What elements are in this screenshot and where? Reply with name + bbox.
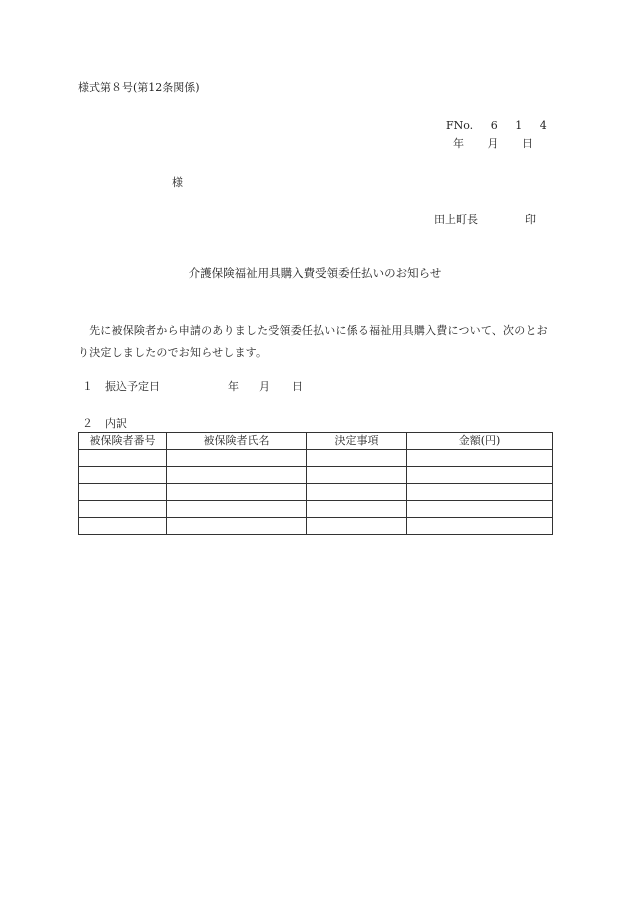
seal-mark: 印 <box>525 213 536 226</box>
table-row <box>79 518 553 535</box>
document-title: 介護保険福祉用具購入費受領委任払いのお知らせ <box>188 266 442 280</box>
column-header-insured-name: 被保険者氏名 <box>167 433 307 450</box>
item-number: １ <box>82 380 93 393</box>
table-row <box>79 484 553 501</box>
table-cell <box>307 467 407 484</box>
issuer <box>434 214 536 225</box>
table-cell <box>307 518 407 535</box>
table-cell <box>167 450 307 467</box>
table-cell <box>79 484 167 501</box>
table-cell <box>167 467 307 484</box>
column-header-decision: 決定事項 <box>307 433 407 450</box>
table-cell <box>407 450 553 467</box>
table-row <box>79 467 553 484</box>
reference-number <box>446 120 547 131</box>
item-label: 振込予定日 <box>105 380 160 393</box>
reference-prefix: FNo. <box>446 119 474 132</box>
date-day-label: 日 <box>292 380 303 393</box>
table-cell <box>407 467 553 484</box>
table-cell <box>307 450 407 467</box>
reference-digit: 1 <box>515 119 523 132</box>
table-cell <box>307 501 407 518</box>
date-month-label: 月 <box>259 380 270 393</box>
form-number: 様式第８号(第12条関係) <box>78 81 200 94</box>
table-cell <box>79 467 167 484</box>
table-cell <box>79 518 167 535</box>
body-text: 先に被保険者から申請のありました受領委任払いに係る福祉用具購入費について、次のとおり決定しましたのでお知らせします。 <box>78 324 548 359</box>
table-cell <box>167 484 307 501</box>
transfer-date-item <box>82 381 303 392</box>
date-day-label: 日 <box>522 137 533 150</box>
reference-digit: 4 <box>539 119 547 132</box>
table-cell <box>167 501 307 518</box>
table-cell <box>407 501 553 518</box>
table-header-row <box>79 433 553 450</box>
date-year-label: 年 <box>453 137 464 150</box>
date-month-label: 月 <box>487 137 499 150</box>
item-label: 内訳 <box>105 417 127 430</box>
table-cell <box>407 518 553 535</box>
issue-date <box>453 138 533 149</box>
item-number: ２ <box>82 417 93 430</box>
breakdown-item <box>82 418 127 429</box>
body-paragraph <box>78 320 556 364</box>
table-row <box>79 501 553 518</box>
breakdown-table <box>78 432 553 535</box>
table-row <box>79 450 553 467</box>
reference-digit: 6 <box>490 119 498 132</box>
table-cell <box>307 484 407 501</box>
table-cell <box>79 450 167 467</box>
issuer-title: 田上町長 <box>434 213 478 226</box>
recipient-honorific: 様 <box>172 176 183 189</box>
table-cell <box>407 484 553 501</box>
table-cell <box>167 518 307 535</box>
column-header-insured-number: 被保険者番号 <box>79 433 167 450</box>
table-cell <box>79 501 167 518</box>
date-year-label: 年 <box>228 380 239 393</box>
column-header-amount: 金額(円) <box>407 433 553 450</box>
